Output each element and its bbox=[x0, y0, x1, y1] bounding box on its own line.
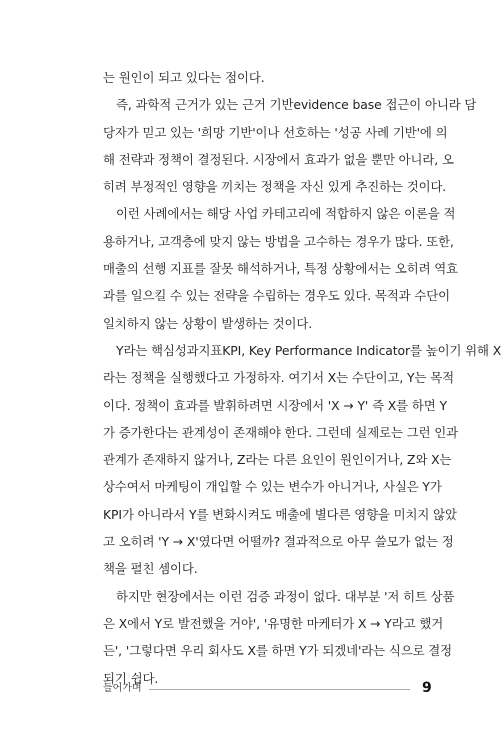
text-line: 가 증가한다는 관계성이 존재해야 한다. 그런데 실제로는 그런 인과 bbox=[103, 424, 459, 440]
text-line: 고 오히려 'Y → X'였다면 어떨까? 결과적으로 아무 쓸모가 없는 정 bbox=[103, 534, 454, 550]
text-line: 은 X에서 Y로 발전했을 거야', '유명한 마케터가 X → Y라고 했거 bbox=[103, 615, 444, 631]
text-line: Y라는 핵심성과지표KPI, Key Performance Indicator를 높이기 위해 X bbox=[116, 342, 501, 358]
text-line: 되기 쉽다. bbox=[103, 670, 159, 686]
page-number: 9 bbox=[422, 680, 432, 696]
running-footer-label: 들어가며 bbox=[103, 683, 142, 694]
footer-divider bbox=[149, 689, 410, 690]
text-line: 일치하지 않는 상황이 발생하는 것이다. bbox=[103, 315, 313, 331]
text-line: 상수여서 마케팅이 개입할 수 있는 변수가 아니거나, 사실은 Y가 bbox=[103, 479, 442, 495]
text-line: 라는 정책을 실행했다고 가정하자. 여기서 X는 수단이고, Y는 목적 bbox=[103, 370, 454, 386]
text-line: 매출의 선행 지표를 잘못 해석하거나, 특정 상황에서는 오히려 역효 bbox=[103, 261, 459, 277]
text-line: 하지만 현장에서는 이런 검증 과정이 없다. 대부분 '저 히트 상품 bbox=[116, 588, 455, 604]
text-line: 이다. 정책이 효과를 발휘하려면 시장에서 'X → Y' 즉 X를 하면 Y bbox=[103, 397, 447, 413]
body-text bbox=[103, 64, 501, 692]
text-line: 해 전략과 정책이 결정된다. 시장에서 효과가 없을 뿐만 아니라, 오 bbox=[103, 151, 454, 167]
text-line: 당자가 믿고 있는 '희망 기반'이나 선호하는 '성공 사례 기반'에 의 bbox=[103, 124, 448, 140]
text-line: 든', '그렇다면 우리 회사도 X를 하면 Y가 되겠네'라는 식으로 결정 bbox=[103, 643, 453, 659]
text-line: 책을 펼친 셈이다. bbox=[103, 561, 198, 577]
text-line: 는 원인이 되고 있다는 점이다. bbox=[103, 70, 265, 85]
text-line: 용하거나, 고객층에 맞지 않는 방법을 고수하는 경우가 많다. 또한, bbox=[103, 233, 454, 249]
text-line: 과를 일으킬 수 있는 전략을 수립하는 경우도 있다. 목적과 수단이 bbox=[103, 288, 450, 304]
text-line: 관계가 존재하지 않거나, Z라는 다른 요인이 원인이거나, Z와 X는 bbox=[103, 452, 452, 468]
text-line: 히려 부정적인 영향을 끼치는 정책을 자신 있게 추진하는 것이다. bbox=[103, 179, 447, 195]
text-line: 즉, 과학적 근거가 있는 근거 기반evidence base 접근이 아니라 담 bbox=[116, 97, 477, 113]
text-line: 이런 사례에서는 해당 사업 카테고리에 적합하지 않은 이론을 적 bbox=[116, 206, 456, 222]
text-line: KPI가 아니라서 Y를 변화시켜도 매출에 별다른 영향을 미치지 않았 bbox=[103, 506, 457, 522]
